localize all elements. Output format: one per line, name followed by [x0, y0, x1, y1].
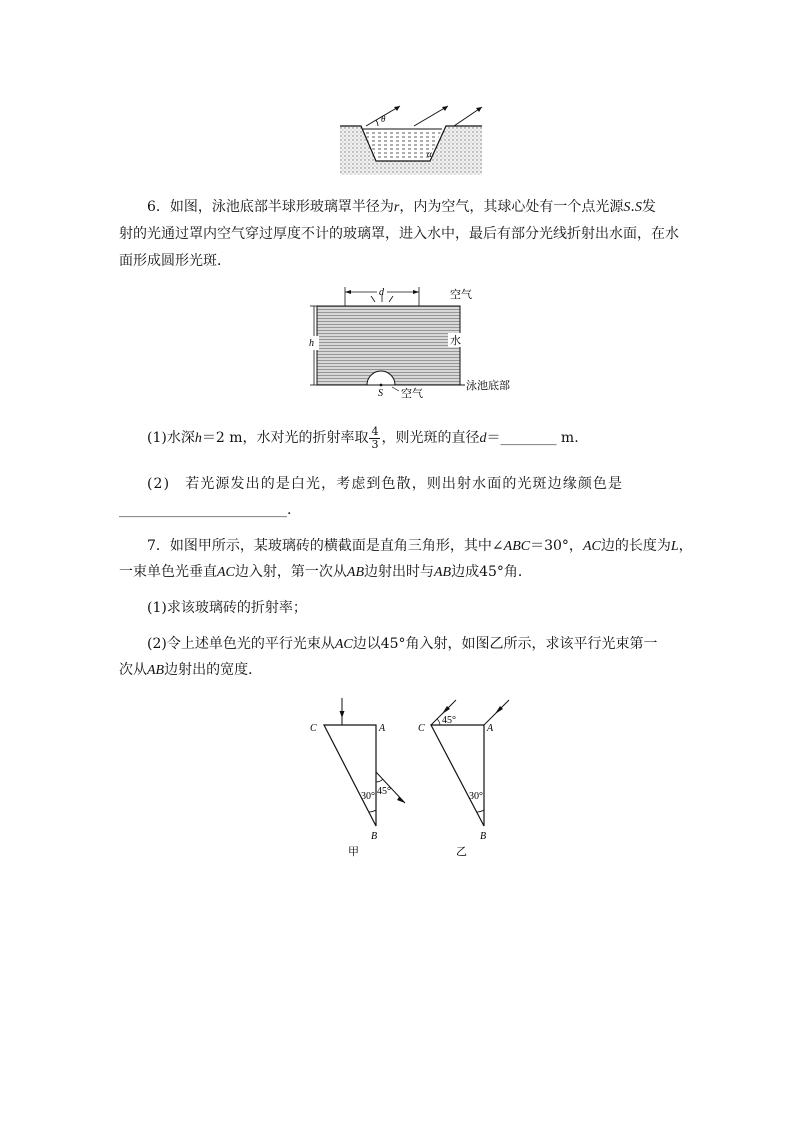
pool-bottom-label: 泳池底部	[466, 379, 510, 392]
angle-30-label-jia: 30°	[361, 791, 375, 802]
air-bottom-label: 空气	[401, 387, 423, 400]
water-label: 水	[450, 334, 461, 347]
caption-jia: 甲	[348, 845, 359, 858]
source-label: S	[378, 388, 383, 399]
alpha-label: α	[427, 149, 432, 159]
angle-45-label-jia: 45°	[377, 786, 391, 797]
vertex-C-yi: C	[418, 723, 425, 734]
h-label: h	[309, 338, 314, 349]
q6-line1: 6．如图，泳池底部半球形玻璃罩半径为r，内为空气，其球心处有一个点光源S.S发	[147, 199, 656, 215]
pool-figure	[305, 278, 525, 401]
q7-sub2: (2)令上述单色光的平行光束从AC边以45°角入射，如图乙所示，求该平行光束第一	[147, 636, 658, 652]
theta-label: θ	[381, 114, 386, 124]
vertex-B-jia: B	[371, 831, 378, 842]
q6-line2: 射的光通过罩内空气穿过厚度不计的玻璃罩，进入水中，最后有部分光线折射出水面，在水	[119, 226, 679, 242]
angle-45-label-yi: 45°	[442, 715, 456, 726]
vertex-A-jia: A	[379, 723, 386, 734]
q7-line2: 一束单色光垂直AC边入射，第一次从AB边射出时与AB边成45°角．	[119, 564, 532, 580]
q7-line1: 7．如图甲所示，某玻璃砖的横截面是直角三角形，其中∠ABC＝30°，AC边的长度为L，	[147, 538, 693, 554]
q7-number: 7．	[147, 538, 170, 554]
d-label: d	[379, 287, 384, 298]
caption-yi: 乙	[456, 845, 467, 858]
angle-30-label-yi: 30°	[469, 791, 483, 802]
vertex-B-yi: B	[480, 831, 487, 842]
air-top-label: 空气	[450, 288, 472, 301]
q7-line3: 次从AB边射出的宽度．	[119, 662, 263, 678]
q6-sub2-blank: ________________________.	[119, 502, 292, 518]
q6-line3: 面形成圆形光斑．	[119, 253, 231, 269]
q6-sub1: (1)水深h＝2 m，水对光的折射率取 $\frac{4}{3}$ ，则光斑的直径d＝________ m.	[147, 424, 579, 451]
vertex-C-jia: C	[310, 723, 317, 734]
triangle-figure-jia	[305, 694, 420, 864]
fraction: $\frac{4}{3}$	[371, 424, 379, 451]
q7-sub1: (1)求该玻璃砖的折射率；	[147, 600, 307, 616]
q6-sub2: (2) 若光源发出的是白光，考虑到色散，则出射水面的光斑边缘颜色是	[147, 476, 624, 492]
triangle-figure-yi	[411, 694, 526, 864]
trench-figure	[336, 95, 486, 177]
q6-number: 6．	[147, 199, 170, 215]
vertex-A-yi: A	[487, 723, 494, 734]
